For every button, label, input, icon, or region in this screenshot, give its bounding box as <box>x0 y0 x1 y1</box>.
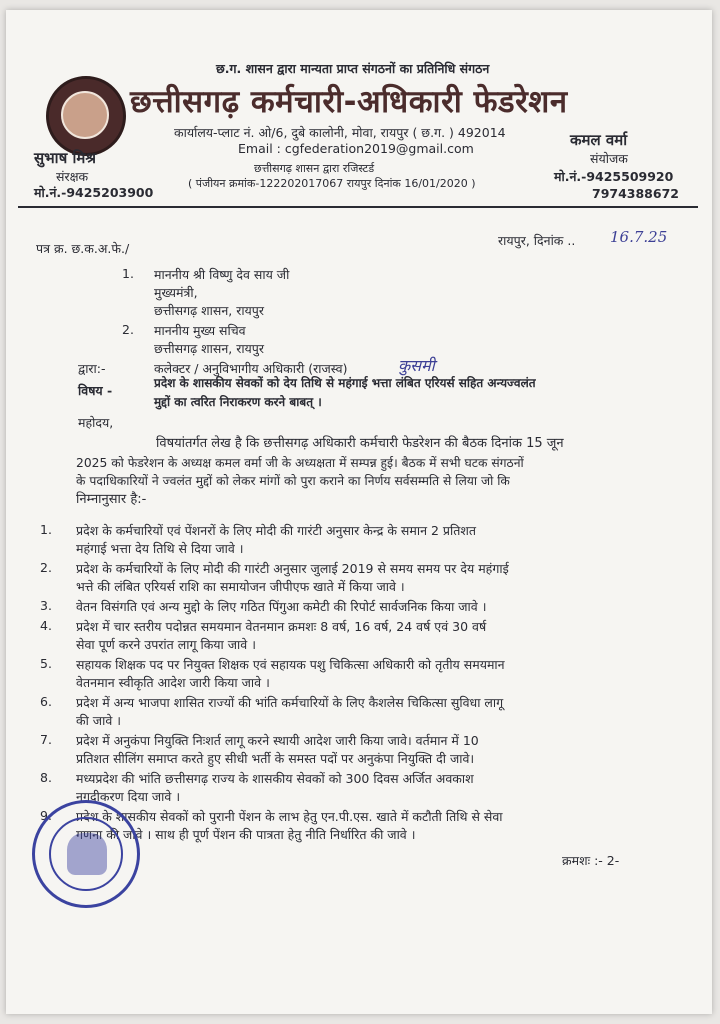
via-text: कलेक्टर / अनुविभागीय अधिकारी (राजस्व) <box>154 361 348 376</box>
org-email: Email : cgfederation2019@gmail.com <box>238 141 474 156</box>
item-2-number: 2. <box>40 560 52 575</box>
subject-line-2: मुद्दों का त्वरित निराकरण करने बाबत् । <box>154 395 322 409</box>
recipient-2-title: माननीय मुख्य सचिव <box>154 323 246 338</box>
intro-line-4: निम्नानुसार है:- <box>76 492 147 507</box>
item-9-number: 9. <box>40 808 52 823</box>
patron-mobile: मो.नं.-9425203900 <box>34 185 154 200</box>
intro-line-1: विषयांतर्गत लेख है कि छत्तीसगढ़ अधिकारी कर्मचारी फेडरेशन की बैठक दिनांक 15 जून <box>156 436 564 451</box>
convenor-mobile-1: मो.नं.-9425509920 <box>554 169 674 184</box>
recipient-1-number: 1. <box>122 266 134 281</box>
letter-reference: पत्र क्र. छ.क.अ.फे./ <box>36 241 130 256</box>
via-handwritten: कुसमी <box>398 356 435 375</box>
subject-label: विषय - <box>78 383 113 398</box>
registration-line: छत्तीसगढ़ शासन द्वारा रजिस्टर्ड <box>254 162 375 175</box>
patron-name: सुभाष मिश्र <box>34 149 96 167</box>
convenor-role: संयोजक <box>590 151 628 166</box>
place-date: रायपुर, दिनांक .. <box>498 233 576 248</box>
list-item: सहायक शिक्षक पद पर नियुक्त शिक्षक एवं सहायक पशु चिकित्सा अधिकारी को तृतीय समयमान वेतनमान स्वीकृति आदेश जारी किया जावे । <box>76 657 505 690</box>
recognition-line: छ.ग. शासन द्वारा मान्यता प्राप्त संगठनों का प्रतिनिधि संगठन <box>216 61 490 76</box>
list-item: प्रदेश में अन्य भाजपा शासित राज्यों की भांति कर्मचारियों के लिए कैशलेस चिकित्सा सुविधा लागू की जावे । <box>76 695 504 728</box>
org-name: छत्तीसगढ़ कर्मचारी-अधिकारी फेडरेशन <box>130 84 568 120</box>
list-item: प्रदेश में चार स्तरीय पदोन्नत समयमान वेतनमान क्रमशः 8 वर्ष, 16 वर्ष, 24 वर्ष एवं 30 वर्ष सेवा पूर्ण करने उपरांत लागू किया जावे । <box>76 619 487 652</box>
intro-line-3: के पदाधिकारियों ने ज्वलंत मुद्दों को लेकर मांगों को पुरा कराने का निर्णय सर्वसम्मति से लिया जो कि <box>76 474 510 488</box>
recipient-2-govt: छत्तीसगढ़ शासन, रायपुर <box>154 341 265 356</box>
convenor-mobile-2: 7974388672 <box>592 186 679 201</box>
convenor-name: कमल वर्मा <box>570 131 628 149</box>
continued-note: क्रमशः :- 2- <box>562 853 620 868</box>
intro-line-2: 2025 को फेडरेशन के अध्यक्ष कमल वर्मा जी के अध्यक्षता में सम्पन्न हुई। बैठक में सभी घटक संगठनों <box>76 456 524 470</box>
item-4-number: 4. <box>40 618 52 633</box>
federation-logo <box>46 76 126 156</box>
letter-page <box>6 10 712 1014</box>
item-1-number: 1. <box>40 522 52 537</box>
list-item: मध्यप्रदेश की भांति छत्तीसगढ़ राज्य के शासकीय सेवकों को 300 दिवस अर्जित अवकाश नगदीकरण दिया जावे । <box>76 771 474 804</box>
item-5-number: 5. <box>40 656 52 671</box>
subject-line-1: प्रदेश के शासकीय सेवकों को देय तिथि से महंगाई भत्ता लंबित एरियर्स सहित अन्यज्वलंत <box>154 376 536 390</box>
recipient-1-title: मुख्यमंत्री, <box>154 285 198 300</box>
list-item: वेतन विसंगति एवं अन्य मुद्दो के लिए गठित पिंगुआ कमेटी की रिपोर्ट सार्वजनिक किया जावे । <box>76 599 487 614</box>
patron-role: संरक्षक <box>56 169 89 184</box>
item-6-number: 6. <box>40 694 52 709</box>
list-item: प्रदेश के कर्मचारियों एवं पेंशनरों के लिए मोदी की गारंटी अनुसार केन्द्र के समान 2 प्रतिशत महंगाई भत्ता देय तिथि से दिया जावे । <box>76 523 477 556</box>
via-label: द्वारा:- <box>78 361 106 376</box>
item-7-number: 7. <box>40 732 52 747</box>
list-item: प्रदेश में अनुकंपा नियुक्ति निःशर्त लागू करने स्थायी आदेश जारी किया जावे। वर्तमान में 10 प्रतिशत सीलिंग समाप्त करते हुए सीधी भर्ती के समस्त पदों पर अनुकंपा नियुक्ति दी जावे। <box>76 733 479 766</box>
list-item: प्रदेश के कर्मचारियों के लिए मोदी की गारंटी अनुसार जुलाई 2019 से समय समय पर देय महंगाई भत्ते की लंबित एरियर्स राशि का समायोजन जीपीएफ खाते में किया जावे । <box>76 561 509 594</box>
official-seal-stamp <box>32 800 140 908</box>
header-divider <box>18 206 698 208</box>
handwritten-date: 16.7.25 <box>610 228 668 246</box>
recipient-2-number: 2. <box>122 322 134 337</box>
item-8-number: 8. <box>40 770 52 785</box>
emblem-icon <box>67 833 107 875</box>
salutation: महोदय, <box>78 415 114 430</box>
item-3-number: 3. <box>40 598 52 613</box>
recipient-1-govt: छत्तीसगढ़ शासन, रायपुर <box>154 303 265 318</box>
org-address: कार्यालय-प्लाट नं. ओ/6, दुबे कालोनी, मोवा, रायपुर ( छ.ग. ) 492014 <box>174 125 506 140</box>
list-item: प्रदेश के शासकीय सेवकों को पुरानी पेंशन के लाभ हेतु एन.पी.एस. खाते में कटौती तिथि से सेवा गणना की जावे । साथ ही पूर्ण पेंशन की पात्रता हेतु नीति निर्धारित की जावे । <box>76 809 503 842</box>
recipient-1-name: माननीय श्री विष्णु देव साय जी <box>154 267 290 282</box>
registration-number: ( पंजीयन क्रमांक-122202017067 रायपुर दिनांक 16/01/2020 ) <box>188 177 476 190</box>
